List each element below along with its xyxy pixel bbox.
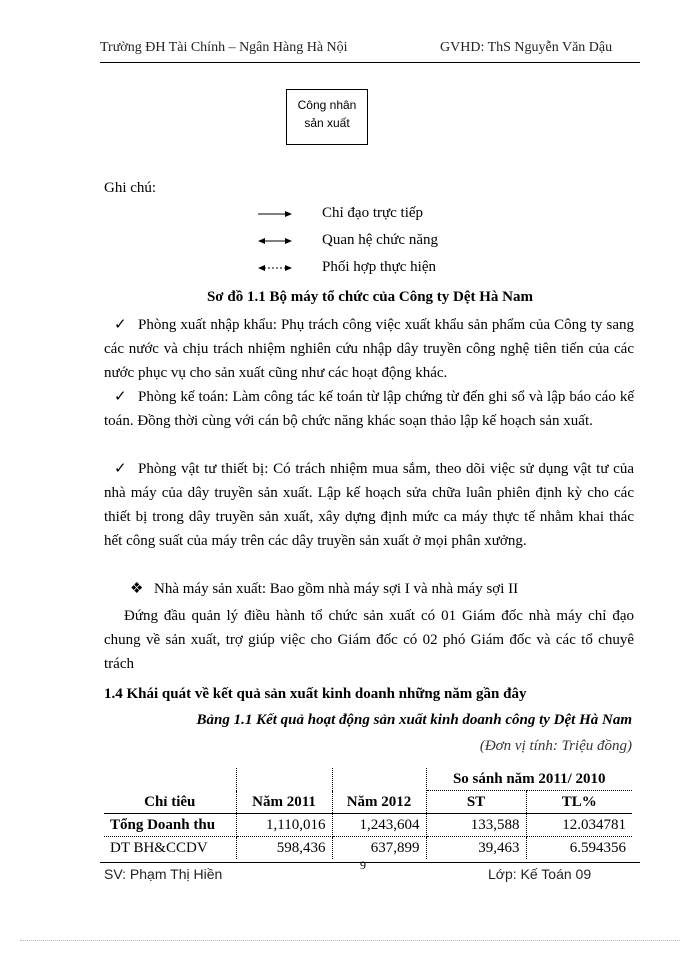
org-box-production-workers (286, 89, 368, 145)
legend-item-coordination (258, 259, 638, 279)
header-school: Trường ĐH Tài Chính – Ngân Hàng Hà Nội (100, 40, 348, 55)
footer-divider (100, 862, 640, 863)
page-edge-line (20, 940, 680, 941)
row-y2012: 637,899 (332, 837, 426, 860)
header-indicator: Chỉ tiêu (104, 768, 236, 814)
table-title: Bảng 1.1 Kết quả hoạt động sản xuất kinh doanh công ty Dệt Hà Nam (196, 712, 632, 728)
paragraph-text: Phòng kế toán: Làm công tác kế toán từ lập chứng từ đến ghi sổ và lập báo cáo kế toán. Đồng thời cùng với cán bộ chức năng khác soạn thảo lập kế hoạch sản xuất. (104, 389, 634, 429)
row-name: Tổng Doanh thu (104, 814, 236, 837)
paragraph-text: Nhà máy sản xuất: Bao gồm nhà máy sợi I và nhà máy sợi II (154, 581, 519, 597)
org-box-line2: sản xuất (304, 116, 350, 130)
header-year-2011: Năm 2011 (236, 768, 332, 814)
header-tl: TL% (526, 791, 632, 814)
table-row (104, 837, 632, 860)
diagram-caption: Sơ đồ 1.1 Bộ máy tổ chức của Công ty Dệt Hà Nam (206, 289, 534, 305)
check-icon: ✓ (114, 317, 127, 333)
footer-student: SV: Phạm Thị Hiền (104, 866, 223, 882)
header-divider (100, 62, 640, 63)
dashed-double-arrow-icon (258, 263, 292, 273)
paragraph-management: Đứng đầu quản lý điều hành tổ chức sản xuất có 01 Giám đốc nhà máy chỉ đạo chung về sản xuất, trợ giúp việc cho Giám đốc có 02 phó Giám đốc và các tổ chuyê trách (104, 608, 634, 672)
legend-item-functional (258, 232, 638, 252)
page-number: 9 (360, 858, 366, 872)
paragraph-text: Phòng xuất nhập khẩu: Phụ trách công việc xuất khẩu sản phẩm của Công ty sang các nước và chịu trách nhiệm nghiên cứu nhập dây truyền công nghệ tiên tiến của các nước phục vụ cho sản xuất cũng như các hoạt động khác. (104, 317, 634, 381)
section-title: 1.4 Khái quát về kết quả sản xuất kinh doanh những năm gần đây (104, 686, 527, 702)
header-comparison: So sánh năm 2011/ 2010 (426, 768, 632, 791)
header-year-2012: Năm 2012 (332, 768, 426, 814)
paragraph-accounting (104, 385, 634, 433)
row-st: 39,463 (426, 837, 526, 860)
legend-item-text: Chỉ đạo trực tiếp (322, 205, 424, 221)
solid-single-arrow-icon (258, 209, 292, 219)
paragraph-materials (104, 457, 634, 553)
legend-label: Ghi chú: (104, 180, 157, 196)
check-icon: ✓ (114, 461, 127, 477)
row-y2011: 598,436 (236, 837, 332, 860)
legend-item-text: Phối hợp thực hiện (322, 259, 436, 275)
row-st: 133,588 (426, 814, 526, 837)
diamond-bullet-icon: ❖ (130, 581, 144, 597)
paragraph-import-export (104, 313, 634, 385)
row-tl: 6.594356 (569, 839, 626, 856)
row-y2012: 1,243,604 (332, 814, 426, 837)
header-st: ST (426, 791, 526, 814)
org-box-line1: Công nhân (297, 98, 357, 112)
row-y2011: 1,110,016 (236, 814, 332, 837)
legend-item-text: Quan hệ chức năng (322, 232, 439, 248)
footer-class: Lớp: Kế Toán 09 (488, 866, 592, 882)
results-table (104, 768, 632, 859)
paragraph-text: Phòng vật tư thiết bị: Có trách nhiệm mua sắm, theo dõi việc sử dụng vật tư của nhà máy của dây truyền sản xuất. Lập kế hoạch sửa chữa luân phiên định kỳ cho các thiết bị trong dây truyền sản xuất, xây dựng định mức ca máy thực tế nhằm khai thác hết công suất của máy trên các dây truyền sản xuất ở mọi phân xưởng. (104, 461, 634, 549)
header-advisor: GVHD: ThS Nguyễn Văn Dậu (440, 40, 613, 55)
table-unit: (Đơn vị tính: Triệu đồng) (479, 738, 632, 754)
legend-item-direct (258, 205, 638, 225)
row-tl: 12.034781 (526, 814, 632, 837)
row-name: DT BH&CCDV (104, 837, 236, 860)
check-icon: ✓ (114, 389, 127, 405)
paragraph-factory (104, 577, 634, 601)
solid-double-arrow-icon (258, 236, 292, 246)
table-row (104, 814, 632, 837)
